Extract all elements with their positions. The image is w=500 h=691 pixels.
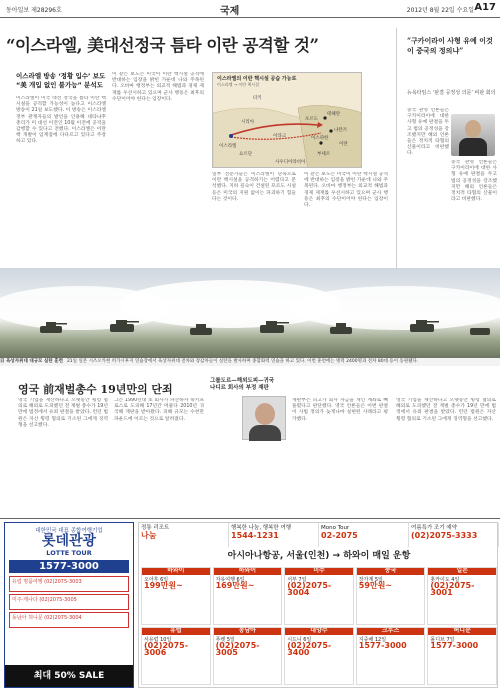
ad-strip-item [139,523,229,547]
ad-cell-desc: 서유럽 10일 [144,636,172,643]
article-column: 일부 전문가들은 이스라엘이 단독으로 이란 핵시설을 공격하기는 어렵다고 분석했다. 지하 깊숙이 건설된 포르도 시설 등은 미국의 지원 없이는 파괴하기 힘들다는 것이다. [212,172,296,202]
ad-tagline: 대한민국 대표 종합여행기업 [35,528,103,534]
ad-strip-title: Mono Tour [321,525,350,531]
ad-cell-region: 미주 [285,568,353,575]
ad-cell-desc: 몰디브 7일 [430,636,455,643]
ad-cell-price: (02)2075-3005 [215,641,260,657]
article-column: 그는 1990년대 초 회사가 파산하자 북키프로스로 도피해 17년간 머물다 2010년 귀국해 재판을 받아왔다. 피해 규모는 수천만 파운드에 이르는 것으로 알려졌다. [114,398,204,422]
map-label: 부셰르 [317,152,331,157]
map-label: 이스파한 [311,136,329,141]
map-label: 나탄즈 [334,128,348,133]
ad-cell-region: 동남아 [214,628,282,635]
ad-strip-phone: 나눔 [141,531,157,540]
second-subhead [210,378,274,392]
photo-scene [0,268,500,358]
ad-cell-desc: 자유여행 6일 [215,576,245,583]
ad-cell-price: 1577-3000 [430,641,479,650]
second-subhead-line: 그룹도르—해외도피—귀국 [210,378,275,384]
ad-cell-region: 허니문 [428,628,496,635]
ad-brand: 롯데관광 [41,533,97,549]
ad-cell-desc: 푸켓 5일 [215,636,235,643]
map-subtitle: 이스라엘 → 이란 핵시설 [217,82,259,87]
ad-cell[interactable] [427,627,497,685]
ad-phone: 1577-3000 [9,560,129,573]
ad-cell-region: 일본 [428,568,496,575]
ad-cell-region: 하와이 [142,568,210,575]
map-label: 터키 [253,96,262,101]
map-label: 이란 [339,142,348,147]
defendant-body [249,425,281,441]
caption-title: 日 육상자위대 대규모 실탄 훈련 [0,359,63,364]
tank-exercise-photo [0,268,500,358]
ad-cell[interactable] [141,567,211,625]
ad-strip-item [229,523,319,547]
article-column: 이스라엘이 미국 대선 정국을 틈타 이란 핵시설을 공격할 가능성이 높다고 이스라엘 방송이 21일 보도했다. 이 방송은 이스라엘 정부 관계자들의 발언을 인용해 네타냐후 총리가 미 대선 이전인 10월 이전에 공격을 감행할 수 있다고 전했다. 이스라엘은 이란 핵 개발이 임계점에 다다르고 있다고 주장하고 있다. [16,96,106,145]
article-column: 영국 기업을 재산하다고 오랫동안 횡령 혐의로 해외로 도피했던 전 재벌 총수가 19년 만에 법정에서 유죄 판결을 받았다. 런던 법원은 자산 횡령 혐의로 기소된 그에게 징역형을 선고했다. [396,398,496,422]
article-column: 영국 기업을 재산하다고 오랫동안 횡령 혐의로 해외로 도피했던 전 재벌 총수가 19년 만에 법정에서 유죄 판결을 받았다. 런던 법원은 자산 횡령 혐의로 기소된 그에게 징역형을 선고했다. [18,398,108,428]
ad-cell[interactable] [427,567,497,625]
newspaper-name: 동아일보 제28296호 [6,7,62,14]
ad-cell-region: 하와이 [214,568,282,575]
ad-strip-phone: 1544-1231 [231,531,279,540]
ad-row: 동남아 허니문 (02)2075-3004 [9,612,129,628]
sidebar-byline: 뉴욕타임스 ‘판결 공정성 의문’ 비판 회의 [407,90,496,96]
article-column: 이 같은 보도는 미국이 이란 핵시설 공격에 반대하는 입장을 밝힌 가운데 나와 주목된다. 오바마 행정부는 외교적 해법과 경제 제재를 우선시하고 있으며 군사 행동은 최후의 수단이어야 한다는 입장이다. [112,72,204,102]
ad-cell-price: 169만원~ [215,581,255,590]
ad-brand-english: LOTTE TOUR [46,549,92,557]
travel-ad-block[interactable] [138,522,498,688]
map-title: 이스라엘의 이란 핵시설 공습 가능로 [217,76,297,82]
map-label: 사우디아라비아 [275,160,306,165]
sidebar-body: 중국 관영 언론들은 구카이라이에 대한 사형 유예 판결을 두고 법의 공정성을 강조했지만 해외 언론들은 정치적 타협의 산물이라고 비판했다. [451,160,497,203]
ad-cell-price: (02)2075-3006 [144,641,189,657]
ad-divider [0,518,500,519]
ad-grid [139,565,499,687]
ad-cell-desc: 서부 7일 [287,576,307,583]
ad-strip-title: 정통 리조트 [141,525,170,531]
sidebar-article [396,28,500,268]
photo-caption [0,358,500,366]
ad-strip [139,523,499,547]
article-column: 재판부는 피고가 회사 자금을 개인 계좌로 빼돌렸다고 판단했다. 영국 언론들은 이번 판결이 사법 정의가 늦게나마 실현된 사례라고 평가했다. [292,398,388,422]
defendant-face [255,403,275,425]
map-label: 시리아 [241,120,255,125]
sidebar-body: 중국 관영 언론들은 구카이라이에 대한 사형 유예 판결을 두고 법의 공정성을 강조했지만 해외 언론들은 정치적 타협의 산물이라고 비판했다. [407,108,449,157]
ad-strip-phone: 02-2075 [321,531,358,540]
ad-row: 유럽 명품여행 (02)2075-3003 [9,576,129,592]
ad-cell-desc: 홋카이도 4일 [430,576,460,583]
ad-cell-region: 유럽 [142,628,210,635]
page-header [0,0,500,18]
page-number: A17 [474,2,496,13]
ad-cell-desc: 지중해 12일 [358,636,387,643]
ad-strip-item [409,523,499,547]
map-label: 이라크 [273,134,287,139]
ad-cell-region: 대양주 [285,628,353,635]
ad-strip-title: 행복한 나눔, 행복한 여행 [231,525,292,531]
ad-strip-item [319,523,409,547]
strike-route-map [212,72,362,168]
ad-cell-price: 59만원~ [358,581,393,590]
ad-cell[interactable] [213,627,283,685]
ad-sale-banner: 최대 50% SALE [5,665,133,687]
lotte-tour-ad[interactable] [4,522,134,688]
map-label: 요르단 [239,152,253,157]
ad-strip-phone: (02)2075-3333 [411,531,478,540]
ad-cell-desc: 오아후 6일 [144,576,169,583]
second-headline: 영국 前재벌총수 19년만의 단죄 [18,383,173,396]
subhead-line: 이스라엘 방송 ‘정황 입수’ 보도 [16,72,106,80]
map-label: 포르도 [305,117,319,122]
ad-cell[interactable] [284,567,354,625]
subhead-line: “美 개입 없인 불가능” 분석도 [16,81,103,89]
ad-cell[interactable] [213,567,283,625]
ad-band: 아시아나항공, 서울(인천) → 하와이 매일 운항 [227,551,411,561]
ad-cell-price: 199만원~ [144,581,183,590]
section-title: 국제 [220,6,240,17]
map-label: 테헤란 [327,112,341,117]
portrait-body [459,138,487,156]
portrait-photo [451,114,495,156]
caption-text: 21일 일본 시즈오카현 히가시후지 연습장에서 육상자위대 전차와 장갑차들이 실탄을 발사하며 종합화력 연습을 하고 있다. 이번 훈련에는 병력 2400명과 전차 80대 등이 동원됐다. [66,359,419,364]
ad-cell-region: 중국 [357,568,425,575]
second-subhead-line: 나디르 회사의 부정 재판 [210,385,269,391]
ad-cell-price: (02)2075-3001 [430,581,475,597]
ad-cell[interactable] [284,627,354,685]
sidebar-title: “구카이라이 사형 유예 이것이 중국의 정의냐” [407,36,493,55]
ad-cell-price: 1577-3000 [358,641,407,650]
defendant-photo [242,396,286,440]
ad-row: 미주·캐나다 (02)2075-3005 [9,594,129,610]
subhead [16,72,106,90]
issue-date: 2012년 8월 22일 수요일 [406,7,474,14]
ad-cell-price: (02)2075-3004 [287,581,332,597]
portrait-face [465,120,481,138]
ad-cell[interactable] [356,567,426,625]
ad-cell-price: (02)2075-3400 [287,641,332,657]
map-label: 이스라엘 [219,144,237,149]
ad-cell[interactable] [356,627,426,685]
headline: “이스라엘, 美대선정국 틈타 이란 공격할 것” [6,36,319,55]
ad-cell[interactable] [141,627,211,685]
ad-cell-desc: 장가계 5일 [358,576,383,583]
ad-strip-title: 여름특가 조기 예약 [411,525,458,531]
ad-cell-region: 크루즈 [357,628,425,635]
article-column: 이 같은 보도는 미국이 이란 핵시설 공격에 반대하는 입장을 밝힌 가운데 나와 주목된다. 오바마 행정부는 외교적 해법과 경제 제재를 우선시하고 있으며 군사 행동은 최후의 수단이어야 한다는 입장이다. [304,172,388,209]
ad-cell-desc: 시드니 6일 [287,636,312,643]
